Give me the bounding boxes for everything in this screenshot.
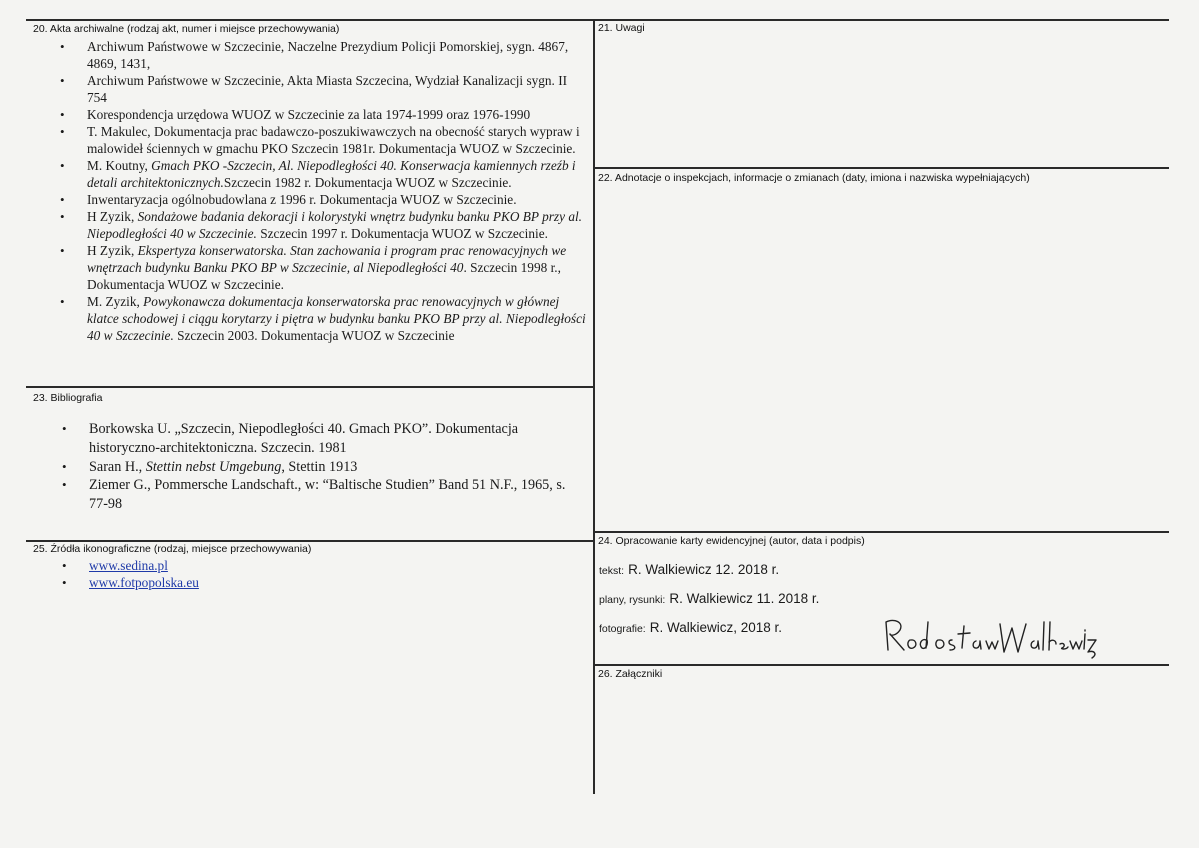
section-21-label: 21. Uwagi — [598, 22, 645, 34]
list-item — [62, 476, 579, 514]
plany-key: plany, rysunki: — [599, 594, 666, 606]
item-title: Powykonawcza dokumentacja konserwatorska prac renowacyjnych w głównej klatce schodowej i ciągu korytarzy i piętra w budynku banku PKO BP przy al. Niepodległości 40 w Szczecinie. — [87, 294, 586, 343]
source-link[interactable]: www.fotpopolska.eu — [89, 575, 199, 590]
bibliography-list — [62, 420, 579, 514]
item-text: , Stettin 1913 — [281, 458, 358, 475]
item-text: M. Koutny, — [87, 158, 152, 173]
bullet-icon: • — [62, 575, 67, 590]
bullet-icon: • — [60, 243, 65, 258]
item-text: Korespondencja urzędowa WUOZ w Szczecinie za lata 1974-1999 oraz 1976-1990 — [87, 107, 531, 122]
list-item — [60, 38, 587, 72]
item-text: Ziemer G., Pommersche Landschaft., w: “Baltische Studien” Band 51 N.F., 1965, s. 77-98 — [89, 477, 566, 513]
rule-24 — [593, 531, 1169, 533]
bullet-icon: • — [62, 477, 67, 493]
handwritten-signature — [880, 612, 1100, 662]
plany-value: R. Walkiewicz 11. 2018 r. — [669, 591, 820, 606]
item-text: Szczecin 1982 r. Dokumentacja WUOZ w Szczecinie. — [223, 175, 512, 190]
list-item — [62, 420, 579, 458]
list-item — [60, 106, 587, 123]
tekst-key: tekst: — [599, 565, 625, 577]
item-text: Archiwum Państwowe w Szczecinie, Akta Miasta Szczecina, Wydział Kanalizacji sygn. II 754 — [87, 73, 568, 105]
item-text: Borkowska U. „Szczecin, Niepodległości 40. Gmach PKO”. Dokumentacja historyczno-architektoniczna. Szczecin. 1981 — [89, 421, 519, 456]
opracowanie-plany — [599, 590, 819, 608]
center-divider — [593, 19, 595, 794]
list-item — [60, 72, 587, 106]
item-title: Ekspertyza konserwatorska. Stan zachowania i program prac renowacyjnych we wnętrzach budynku Banku PKO BP w Szczecinie, al Niepodległości 40 — [87, 243, 567, 275]
bullet-icon: • — [60, 209, 65, 224]
item-title: Sondażowe badania dekoracji i kolorystyki wnętrz budynku banku PKO BP przy al. Niepodległości 40 w Szczecinie. — [87, 209, 582, 241]
item-text: Szczecin 2003. Dokumentacja WUOZ w Szczecinie — [173, 328, 455, 343]
section-23-label: 23. Bibliografia — [33, 392, 103, 404]
item-text: H Zyzik, — [87, 209, 138, 224]
item-text: Saran H., — [89, 458, 146, 475]
item-text: Szczecin 1997 r. Dokumentacja WUOZ w Szczecinie. — [256, 226, 548, 241]
section-25-label: 25. Źródła ikonograficzne (rodzaj, miejsce przechowywania) — [33, 543, 312, 555]
rule-25 — [26, 540, 594, 542]
item-text: . Szczecin 1998 r., Dokumentacja WUOZ w Szczecinie. — [87, 260, 561, 292]
tekst-value: R. Walkiewicz 12. 2018 r. — [628, 562, 780, 577]
foto-value: R. Walkiewicz, 2018 r. — [649, 620, 782, 635]
opracowanie-tekst — [599, 561, 779, 579]
rule-26 — [593, 664, 1169, 666]
bullet-icon: • — [60, 107, 65, 122]
list-item — [62, 557, 389, 574]
bullet-icon: • — [62, 458, 67, 474]
bullet-icon: • — [60, 124, 65, 139]
list-item — [60, 242, 587, 293]
list-item — [60, 293, 587, 344]
bullet-icon: • — [60, 192, 65, 207]
section-26-label: 26. Załączniki — [598, 668, 663, 680]
item-text: H Zyzik, — [87, 243, 138, 258]
section-20-label: 20. Akta archiwalne (rodzaj akt, numer i miejsce przechowywania) — [33, 23, 340, 35]
rule-23 — [26, 386, 594, 388]
archival-records-list — [60, 38, 587, 344]
list-item — [60, 123, 587, 157]
iconographic-links-list — [62, 557, 389, 591]
item-text: M. Zyzik, — [87, 294, 144, 309]
item-text: Inwentaryzacja ogólnobudowlana z 1996 r. Dokumentacja WUOZ w Szczecinie. — [87, 192, 517, 207]
item-text: Archiwum Państwowe w Szczecinie, Naczelne Prezydium Policji Pomorskiej, sygn. 4867, 4869, 1431, — [87, 39, 569, 71]
list-item — [62, 574, 389, 591]
bullet-icon: • — [62, 421, 67, 436]
list-item — [60, 157, 587, 191]
item-title: Stettin nebst Umgebung — [145, 458, 282, 475]
bullet-icon: • — [60, 39, 65, 54]
top-rule — [26, 19, 1169, 21]
bullet-icon: • — [62, 558, 67, 573]
section-22-label: 22. Adnotacje o inspekcjach, informacje o zmianach (daty, imiona i nazwiska wypełniających) — [598, 172, 1030, 184]
opracowanie-foto — [599, 619, 782, 637]
foto-key: fotografie: — [599, 623, 646, 635]
bullet-icon: • — [60, 73, 65, 88]
item-title: Gmach PKO -Szczecin, Al. Niepodległości 40. Konserwacja kamiennych rzeźb i detali architektonicznych. — [87, 158, 576, 190]
bullet-icon: • — [60, 294, 65, 309]
section-24-label: 24. Opracowanie karty ewidencyjnej (autor, data i podpis) — [598, 535, 865, 547]
list-item — [60, 191, 587, 208]
bullet-icon: • — [60, 158, 65, 173]
rule-22 — [593, 167, 1169, 169]
list-item — [62, 458, 579, 477]
source-link[interactable]: www.sedina.pl — [89, 558, 168, 573]
item-text: T. Makulec, Dokumentacja prac badawczo-poszukiwawczych na obecność starych wypraw i malowideł ściennych w gmachu PKO Szczecin 1981r. Dokumentacja WUOZ w Szczecinie. — [87, 124, 580, 156]
list-item — [60, 208, 587, 242]
